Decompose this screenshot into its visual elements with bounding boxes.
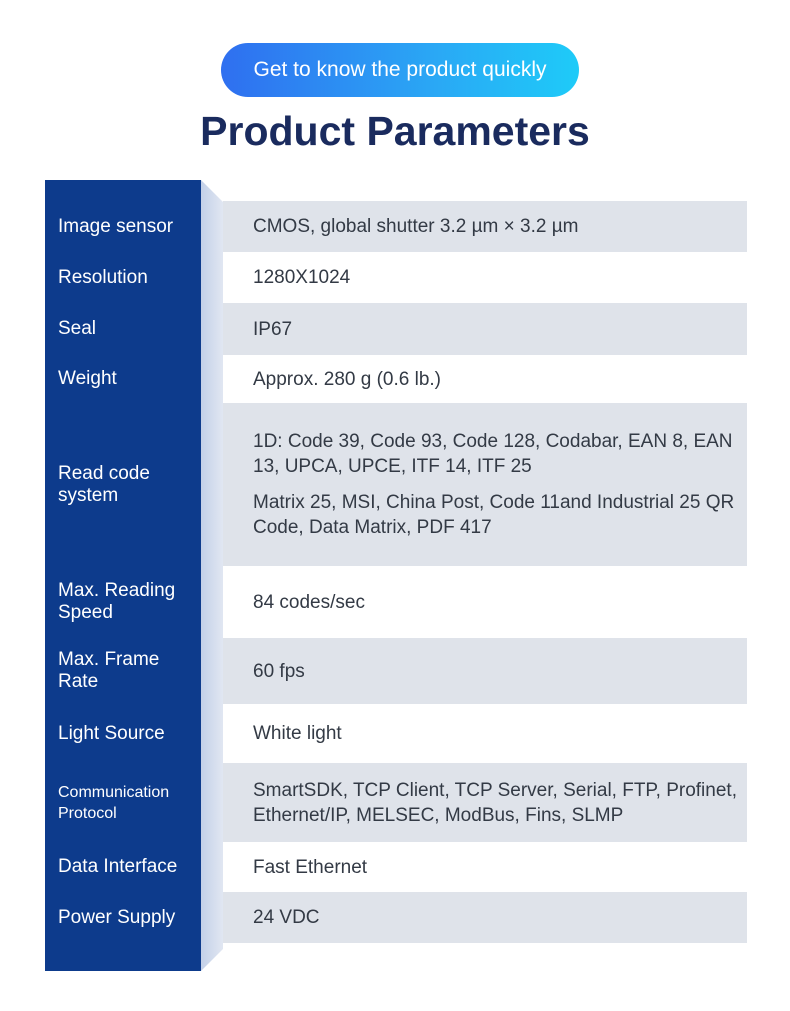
param-row (0, 201, 790, 252)
page-title: Product Parameters (200, 108, 590, 154)
param-label: Image sensor (58, 215, 174, 237)
param-label: Power Supply (58, 906, 176, 928)
param-value (253, 252, 740, 303)
param-value-text: White light (253, 723, 342, 744)
param-value-text: SmartSDK, TCP Client, TCP Server, Serial, FTP, Profinet, Ethernet/IP, MELSEC, ModBus, Fins, SLMP (253, 779, 737, 826)
param-value-text: IP67 (253, 318, 293, 340)
param-label: Read code system (58, 462, 150, 506)
param-row (0, 566, 790, 638)
param-value (253, 842, 740, 892)
param-value (253, 303, 740, 355)
param-row (0, 355, 790, 403)
param-value (253, 566, 740, 638)
param-row (0, 892, 790, 943)
param-label: Light Source (58, 722, 165, 744)
param-value (253, 892, 740, 943)
param-row (0, 763, 790, 842)
param-value (253, 763, 740, 842)
param-label: Max. Frame Rate (58, 649, 160, 692)
param-row (0, 303, 790, 355)
param-row (0, 704, 790, 763)
intro-pill (221, 43, 579, 97)
param-value-text: 60 fps (253, 660, 305, 682)
param-value (253, 355, 740, 403)
param-value (253, 201, 740, 252)
param-row (0, 842, 790, 892)
intro-pill-text: Get to know the product quickly (253, 58, 547, 81)
param-label: Communication Protocol (58, 783, 170, 822)
param-row (0, 252, 790, 303)
param-value (253, 704, 740, 763)
param-value-text: CMOS, global shutter 3.2 µm × 3.2 µm (253, 216, 579, 237)
param-row (0, 638, 790, 704)
param-value-text: Matrix 25, MSI, China Post, Code 11and Industrial 25 QR Code, Data Matrix, PDF 417 (253, 492, 735, 538)
param-value-text: 84 codes/sec (253, 591, 365, 613)
param-value-text: 1D: Code 39, Code 93, Code 128, Codabar, EAN 8, EAN 13, UPCA, UPCE, ITF 14, ITF 25 (253, 431, 733, 477)
param-label: Data Interface (58, 856, 178, 877)
param-value-text: 1280X1024 (253, 267, 351, 288)
param-value-text: 24 VDC (253, 907, 320, 928)
param-label: Max. Reading Speed (58, 580, 176, 623)
param-value-text: Approx. 280 g (0.6 lb.) (253, 368, 441, 390)
param-row (0, 403, 790, 566)
param-value-text: Fast Ethernet (253, 856, 368, 878)
param-value (253, 403, 740, 566)
param-label: Resolution (58, 266, 148, 288)
param-value (253, 638, 740, 704)
param-label: Weight (58, 368, 117, 389)
param-label: Seal (58, 318, 97, 339)
